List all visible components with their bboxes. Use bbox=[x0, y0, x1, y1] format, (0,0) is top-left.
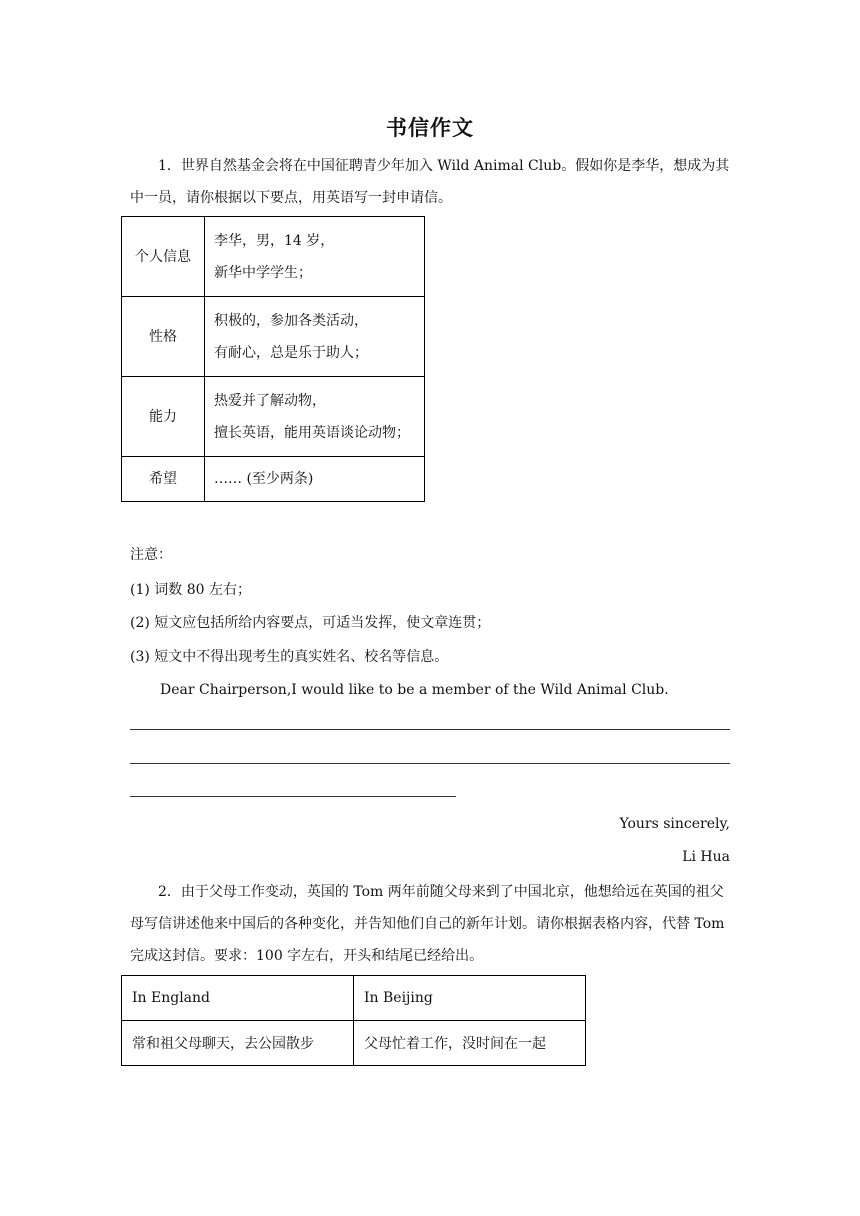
table-row bbox=[122, 1021, 586, 1066]
row-value-line: 有耐心，总是乐于助人； bbox=[214, 344, 368, 361]
row-value-line: 新华中学学生； bbox=[214, 264, 312, 281]
row-value bbox=[205, 217, 425, 297]
note-item: (1) 词数 80 左右； bbox=[130, 582, 251, 598]
table-row bbox=[122, 297, 425, 377]
table-cell: 常和祖父母聊天，去公园散步 bbox=[122, 1021, 354, 1066]
row-label: 能力 bbox=[122, 377, 205, 457]
answer-line bbox=[130, 729, 730, 730]
table-header-row bbox=[122, 976, 586, 1021]
question-1-table bbox=[121, 216, 425, 502]
row-label: 性格 bbox=[122, 297, 205, 377]
notes-title: 注意： bbox=[130, 547, 172, 563]
column-header: In Beijing bbox=[354, 976, 586, 1021]
answer-line bbox=[130, 763, 730, 764]
table-row bbox=[122, 217, 425, 297]
row-value bbox=[205, 377, 425, 457]
letter-signature: Li Hua bbox=[682, 849, 730, 865]
row-value-line: 积极的，参加各类活动， bbox=[214, 312, 368, 329]
row-value-line: 热爱并了解动物， bbox=[214, 392, 326, 409]
question-2-table bbox=[121, 975, 586, 1066]
note-item: (2) 短文应包括所给内容要点，可适当发挥，使文章连贯； bbox=[130, 615, 491, 631]
page-title: 书信作文 bbox=[386, 116, 474, 140]
answer-line bbox=[130, 796, 456, 797]
question-2-intro: 2．由于父母工作变动，英国的 Tom 两年前随父母来到了中国北京，他想给远在英国的祖父母写信讲述他来中国后的各种变化，并告知他们自己的新年计划。请你根据表格内容，代替 Tom 完成这封信。要求：100 字左右，开头和结尾已经给出。 bbox=[130, 884, 725, 964]
question-1-intro: 1．世界自然基金会将在中国征聘青少年加入 Wild Animal Club。假如你是李华，想成为其中一员，请你根据以下要点，用英语写一封申请信。 bbox=[130, 158, 730, 206]
row-value-line: 李华，男，14 岁， bbox=[214, 232, 335, 249]
row-label: 个人信息 bbox=[122, 217, 205, 297]
table-row bbox=[122, 457, 425, 502]
letter-greeting: Dear Chairperson,I would like to be a member of the Wild Animal Club. bbox=[160, 682, 669, 698]
note-item: (3) 短文中不得出现考生的真实姓名、校名等信息。 bbox=[130, 649, 449, 665]
row-value bbox=[205, 457, 425, 502]
row-value-line: …… (至少两条) bbox=[214, 471, 314, 487]
row-value-line: 擅长英语，能用英语谈论动物； bbox=[214, 424, 410, 441]
row-label: 希望 bbox=[122, 457, 205, 502]
column-header: In England bbox=[122, 976, 354, 1021]
table-row bbox=[122, 377, 425, 457]
table-cell: 父母忙着工作，没时间在一起 bbox=[354, 1021, 586, 1066]
letter-closing: Yours sincerely, bbox=[619, 816, 730, 832]
row-value bbox=[205, 297, 425, 377]
